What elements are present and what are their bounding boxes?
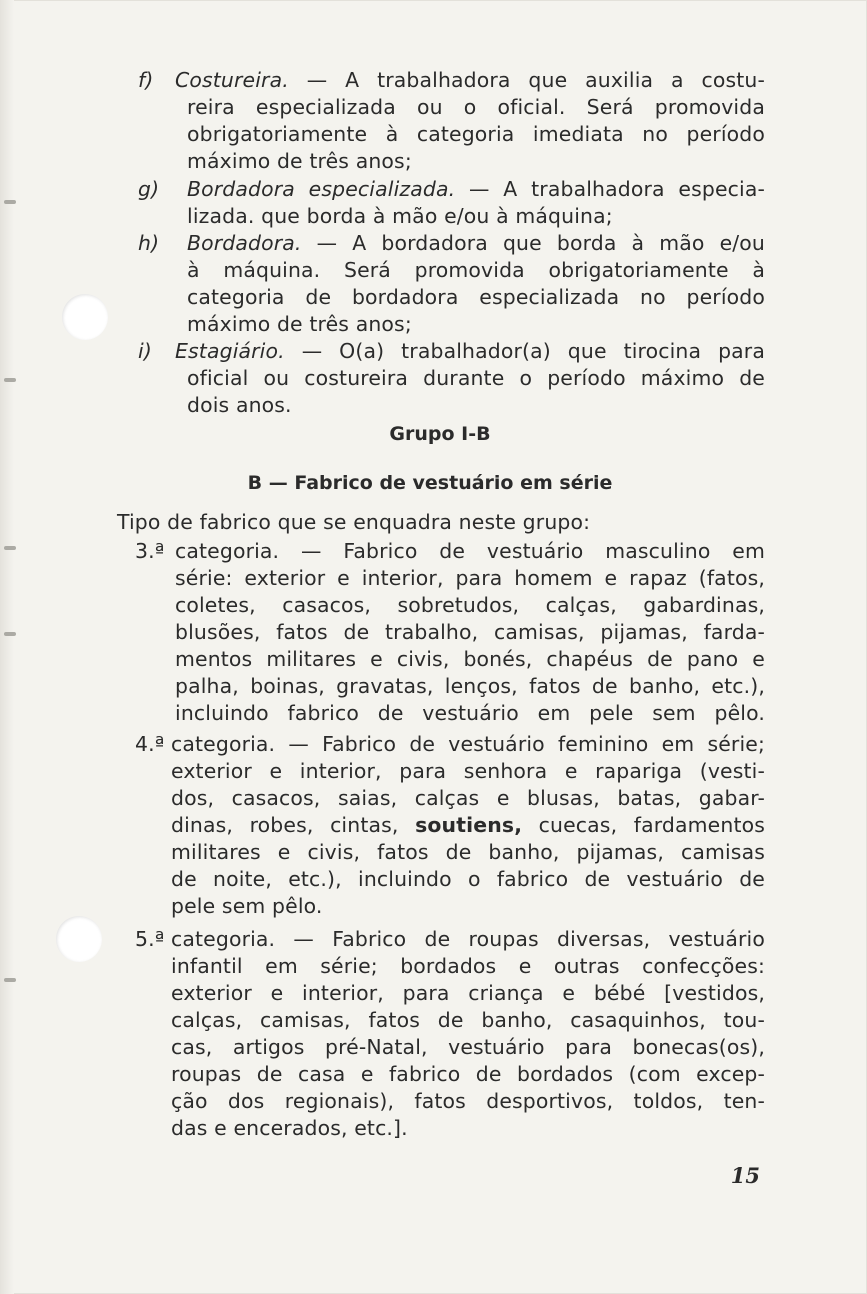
category-4-line: categoria. — Fabrico de vestuário feminino em série; bbox=[171, 732, 765, 756]
category-5-line: ção dos regionais), fatos desportivos, toldos, ten- bbox=[171, 1089, 765, 1113]
item-g-term: Bordadora especializada. bbox=[187, 177, 456, 201]
item-h-line: à máquina. Será promovida obrigatoriamente à bbox=[187, 258, 765, 282]
category-4-line: militares e civis, fatos de banho, pijamas, camisas bbox=[171, 840, 765, 864]
item-h-line: categoria de bordadora especializada no período bbox=[187, 285, 765, 309]
item-h-line bbox=[187, 230, 765, 256]
item-f-line: reira especializada ou o oficial. Será promovida bbox=[187, 95, 765, 119]
category-5-line: calças, camisas, fatos de banho, casaquinhos, tou- bbox=[171, 1008, 765, 1032]
bold-term: soutiens, bbox=[415, 813, 523, 837]
page-edge-shadow bbox=[0, 0, 14, 1294]
item-i-line: oficial ou costureira durante o período máximo de bbox=[187, 366, 765, 390]
punch-hole bbox=[56, 916, 102, 962]
item-i-text: — O(a) trabalhador(a) que tirocina para bbox=[301, 339, 765, 363]
category-5-line: cas, artigos pré-Natal, vestuário para bonecas(os), bbox=[171, 1035, 765, 1059]
item-f-text: — A trabalhadora que auxilia a costu- bbox=[306, 68, 765, 92]
item-i-line bbox=[175, 338, 765, 364]
item-g-line bbox=[187, 176, 765, 202]
category-4-line: exterior e interior, para senhora e rapariga (vesti- bbox=[171, 759, 765, 783]
group-subtitle: B — Fabrico de vestuário em série bbox=[247, 472, 613, 494]
item-i-line: dois anos. bbox=[187, 393, 292, 417]
category-3-line: incluindo fabrico de vestuário em pele sem pêlo. bbox=[175, 701, 765, 725]
intro-text: Tipo de fabrico que se enquadra neste grupo: bbox=[117, 510, 591, 534]
category-4-text: cuecas, fardamentos bbox=[538, 813, 765, 837]
punch-hole bbox=[62, 294, 108, 340]
item-g-line: lizada. que borda à mão e/ou à máquina; bbox=[187, 204, 613, 228]
category-5-line: categoria. — Fabrico de roupas diversas, vestuário bbox=[171, 927, 765, 951]
binding-mark bbox=[4, 378, 16, 382]
item-h-text: — A bordadora que borda à mão e/ou bbox=[316, 231, 765, 255]
category-5-line: infantil em série; bordados e outras confecções: bbox=[171, 954, 765, 978]
category-5-line: exterior e interior, para criança e bébé [vestidos, bbox=[171, 981, 765, 1005]
category-5-line: roupas de casa e fabrico de bordados (com excep- bbox=[171, 1062, 765, 1086]
category-4-line: de noite, etc.), incluindo o fabrico de vestuário de bbox=[171, 867, 765, 891]
category-number: 3.ª bbox=[135, 539, 165, 563]
category-4-line: dos, casacos, saias, calças e blusas, batas, gabar- bbox=[171, 786, 765, 810]
category-3-line: palha, boinas, gravatas, lenços, fatos de banho, etc.), bbox=[175, 674, 765, 698]
item-g-text: — A trabalhadora especia- bbox=[469, 177, 765, 201]
item-f-line: máximo de três anos; bbox=[187, 149, 412, 173]
item-h-line: máximo de três anos; bbox=[187, 312, 412, 336]
binding-mark bbox=[4, 200, 16, 204]
item-label-i: i) bbox=[138, 339, 152, 363]
item-label-f: f) bbox=[138, 68, 154, 92]
page-number: 15 bbox=[730, 1163, 760, 1188]
item-i-term: Estagiário. bbox=[175, 339, 285, 363]
binding-mark bbox=[4, 632, 16, 636]
category-number: 5.ª bbox=[135, 927, 165, 951]
item-f-term: Costureira. bbox=[175, 68, 289, 92]
category-5-line: das e encerados, etc.]. bbox=[171, 1116, 408, 1140]
binding-mark bbox=[4, 546, 16, 550]
category-4-line: pele sem pêlo. bbox=[171, 894, 323, 918]
category-4-line bbox=[171, 812, 765, 838]
item-label-g: g) bbox=[138, 177, 160, 201]
category-3-line: série: exterior e interior, para homem e rapaz (fatos, bbox=[175, 566, 765, 590]
binding-mark bbox=[4, 978, 16, 982]
group-title: Grupo I-B bbox=[389, 423, 491, 445]
category-3-line: coletes, casacos, sobretudos, calças, gabardinas, bbox=[175, 593, 765, 617]
item-h-term: Bordadora. bbox=[187, 231, 302, 255]
category-3-line: mentos militares e civis, bonés, chapéus de pano e bbox=[175, 647, 765, 671]
item-f-line bbox=[175, 67, 765, 93]
item-label-h: h) bbox=[138, 231, 160, 255]
item-f-line: obrigatoriamente à categoria imediata no período bbox=[187, 122, 765, 146]
category-3-line: blusões, fatos de trabalho, camisas, pijamas, farda- bbox=[175, 620, 765, 644]
category-3-line: categoria. — Fabrico de vestuário masculino em bbox=[175, 539, 765, 563]
category-number: 4.ª bbox=[135, 732, 165, 756]
category-4-text: dinas, robes, cintas, bbox=[171, 813, 399, 837]
